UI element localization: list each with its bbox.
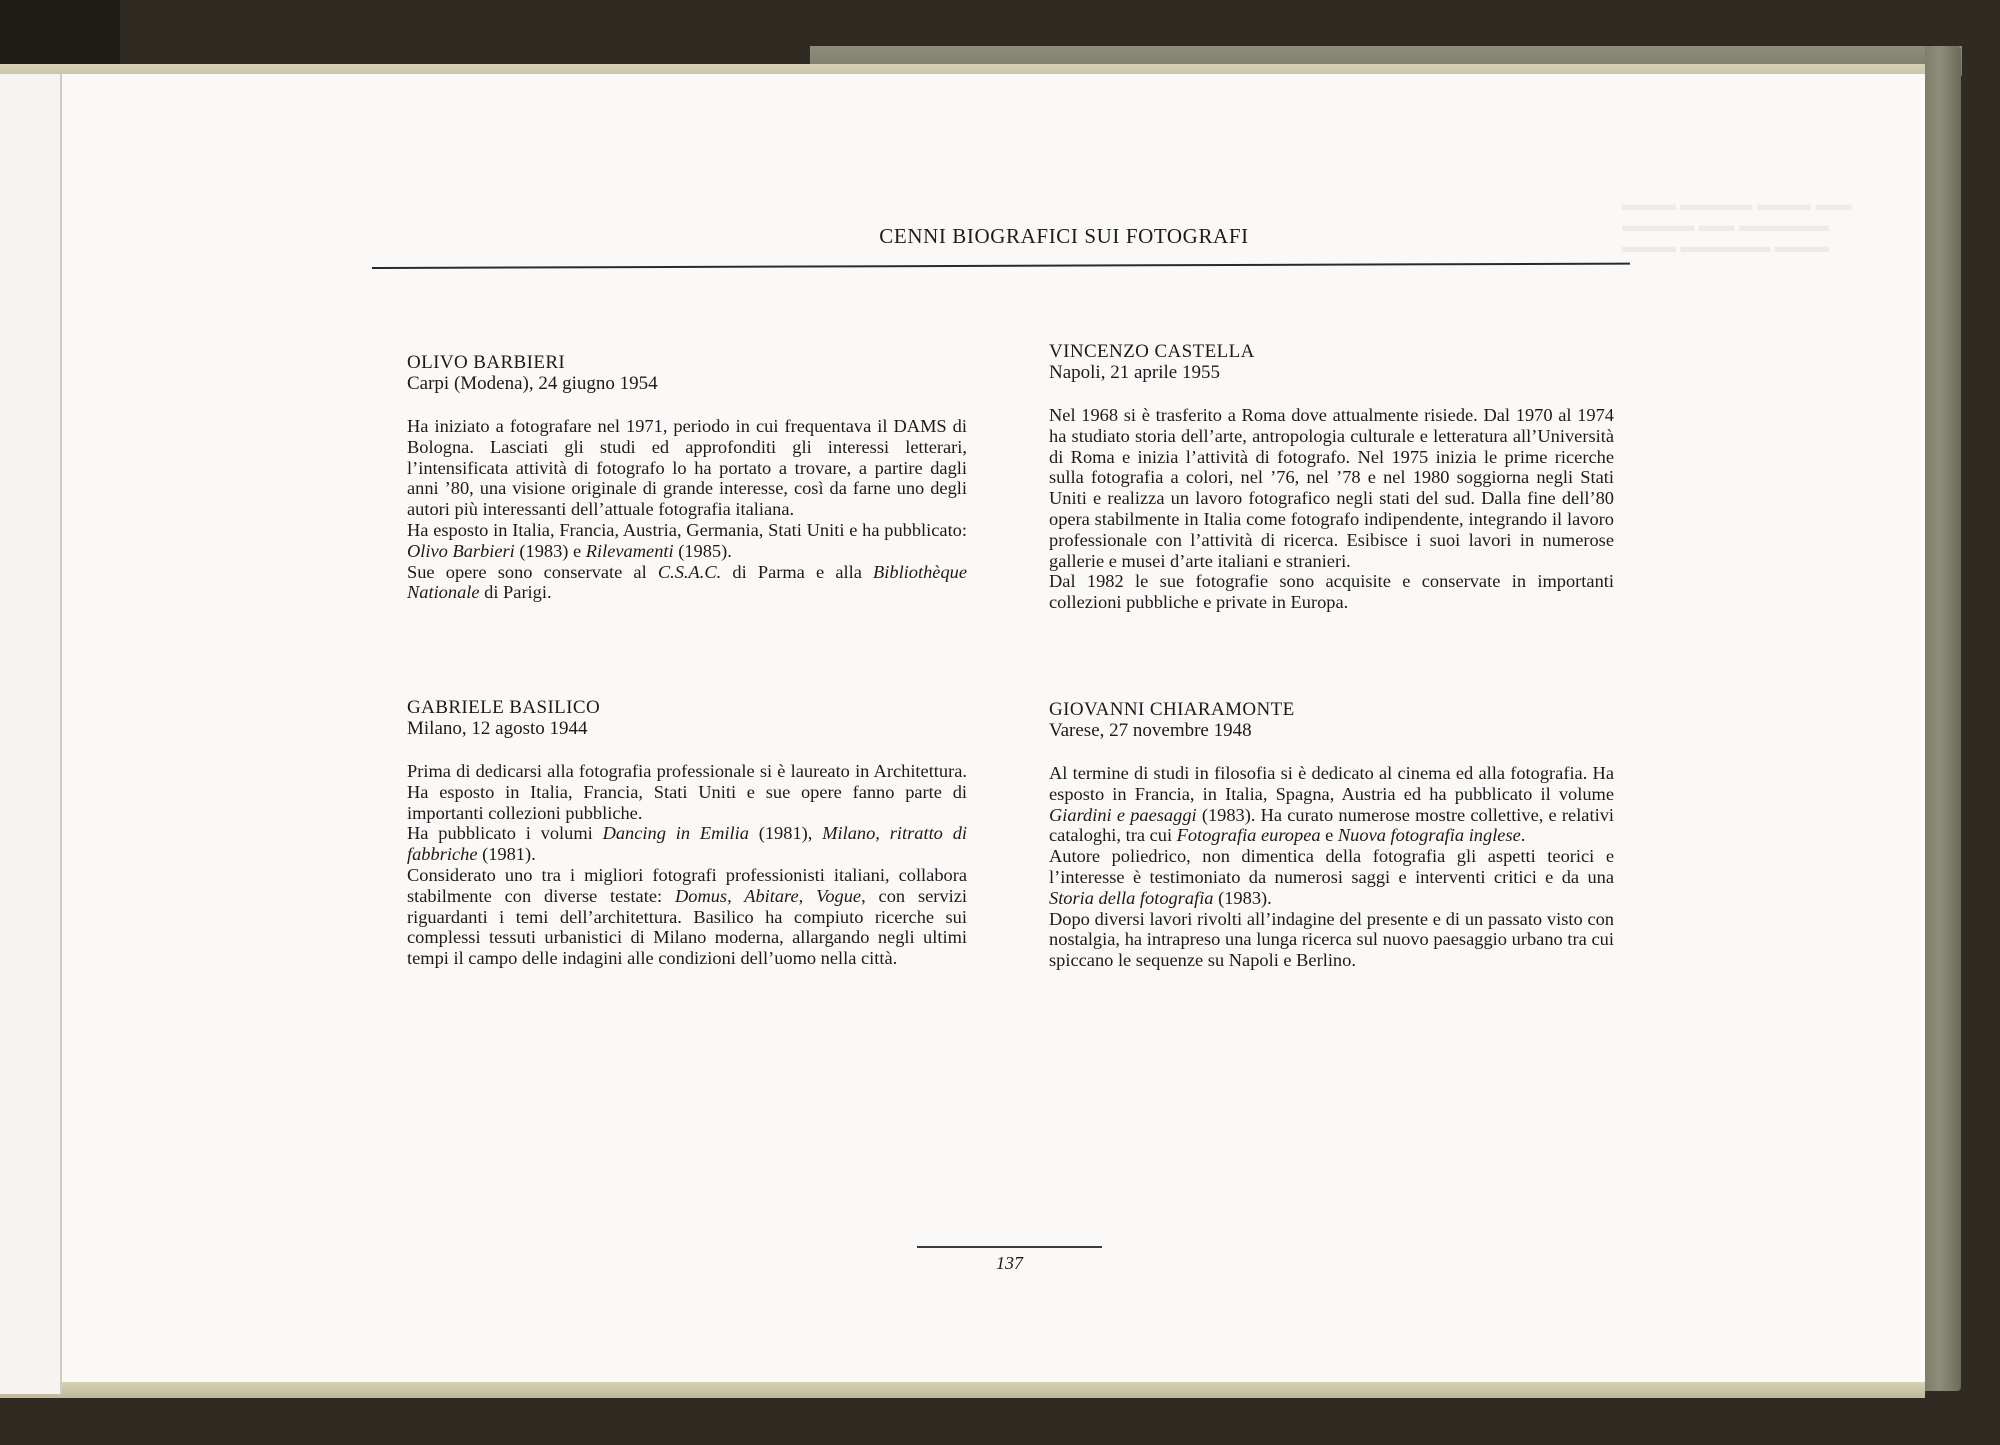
bio-text [1049,763,1614,971]
bio-entry [407,352,967,603]
photographer-name: GIOVANNI CHIARAMONTE [1049,699,1295,720]
birth-info: Milano, 12 agosto 1944 [407,718,588,739]
bio-text [407,416,967,603]
bio-paragraph: Al termine di studi in filosofia si è dedicato al cinema ed alla fotografia. Ha esposto in Francia, in Italia, Spagna, Austria ed ha pubblicato il volume Giardini e paesaggi (1983). Ha curato numerose mostre collettive, e relativi cataloghi, tra cui Fotografia europea e Nuova fotografia inglese. [1049,763,1614,846]
running-head: CENNI BIOGRAFICI SUI FOTOGRAFI [879,224,1249,248]
bio-paragraph: Dal 1982 le sue fotografie sono acquisite e conservate in importanti collezioni pubbliche e private in Europa. [1049,571,1614,613]
bio-paragraph: Dopo diversi lavori rivolti all’indagine del presente e di un passato visto con nostalgia, ha intrapreso una lunga ricerca sul nuovo paesaggio urbano tra cui spiccano le sequenze su Napoli e Berlino. [1049,908,1614,971]
show-through-text: ▬▬▬ ▬▬▬▬ ▬▬▬ ▬▬ ▬▬▬▬ ▬▬ ▬▬▬▬▬ ▬▬▬ ▬▬▬▬▬ ▬▬▬ [1622,194,1852,256]
birth-info: Napoli, 21 aprile 1955 [1049,362,1220,383]
bio-paragraph: Ha iniziato a fotografare nel 1971, periodo in cui frequentava il DAMS di Bologna. Lasciati gli studi ed approfonditi gli interessi letterari, l’intensificata attività di fotografo lo ha portato a trovare, a partire dagli anni ’80, una visione originale di grande interesse, così da farne uno degli autori più interessanti dell’attuale fotografia italiana. [407,416,967,520]
header-rule [372,263,1630,269]
bio-text [1049,405,1614,613]
bio-paragraph: Ha esposto in Italia, Francia, Austria, Germania, Stati Uniti e ha pubblicato: Olivo Barbieri (1983) e Rilevamenti (1985). [407,519,967,561]
bio-entry [1049,699,1614,971]
book-page [62,74,1925,1382]
photographer-name: GABRIELE BASILICO [407,697,601,718]
facing-page-sliver [0,74,60,1394]
photographer-name: OLIVO BARBIERI [407,352,566,373]
page-block-bottom-edge [0,1382,1925,1398]
bio-paragraph: Ha pubblicato i volumi Dancing in Emilia (1981), Milano, ritratto di fabbriche (1981). [407,823,967,865]
bio-paragraph: Considerato uno tra i migliori fotografi professionisti italiani, collabora stabilmente con diverse testate: Domus, Abitare, Vogue, con servizi riguardanti i temi dell’architettura. Basilico ha compiuto ricerche sui complessi tessuti urbanistici di Milano moderna, allargando negli ultimi tempi il campo delle indagini alle condizioni dell’uomo nella città. [407,864,967,969]
birth-info: Varese, 27 novembre 1948 [1049,720,1252,741]
bio-entry [1049,341,1614,613]
photographer-name: VINCENZO CASTELLA [1049,341,1255,362]
bio-paragraph: Prima di dedicarsi alla fotografia professionale si è laureato in Architettura. Ha esposto in Italia, Francia, Stati Uniti e sue opere fanno parte di importanti collezioni pubbliche. [407,761,967,823]
page-number: 137 [996,1253,1023,1273]
folio-rule [917,1246,1102,1248]
bio-paragraph: Sue opere sono conservate al C.S.A.C. di Parma e alla Bibliothèque Nationale di Parigi. [407,561,968,603]
cover-board-right-edge [1925,46,1961,1391]
bio-paragraph: Autore poliedrico, non dimentica della fotografia gli aspetti teorici e l’interesse è testimoniato da numerosi saggi e interventi critici e da una Storia della fotografia (1983). [1049,846,1614,908]
background-shadow [0,0,120,70]
bio-entry [407,697,967,969]
birth-info: Carpi (Modena), 24 giugno 1954 [407,373,658,394]
bio-paragraph: Nel 1968 si è trasferito a Roma dove attualmente risiede. Dal 1970 al 1974 ha studiato storia dell’arte, antropologia culturale e letteratura all’Università di Roma e inizia l’attività di fotografo. Nel 1975 inizia le prime ricerche sulla fotografia a colori, nel ’76, nel ’78 e nel 1980 soggiorna negli Stati Uniti e realizza un lavoro fotografico negli stati del sud. Dalla fine dell’80 opera stabilmente in Italia come fotografo indipendente, integrando il lavoro professionale con l’attività di ricerca. Esibisce i suoi lavori in numerose gallerie e musei d’arte italiani e stranieri. [1049,405,1614,571]
bio-text [407,761,967,969]
